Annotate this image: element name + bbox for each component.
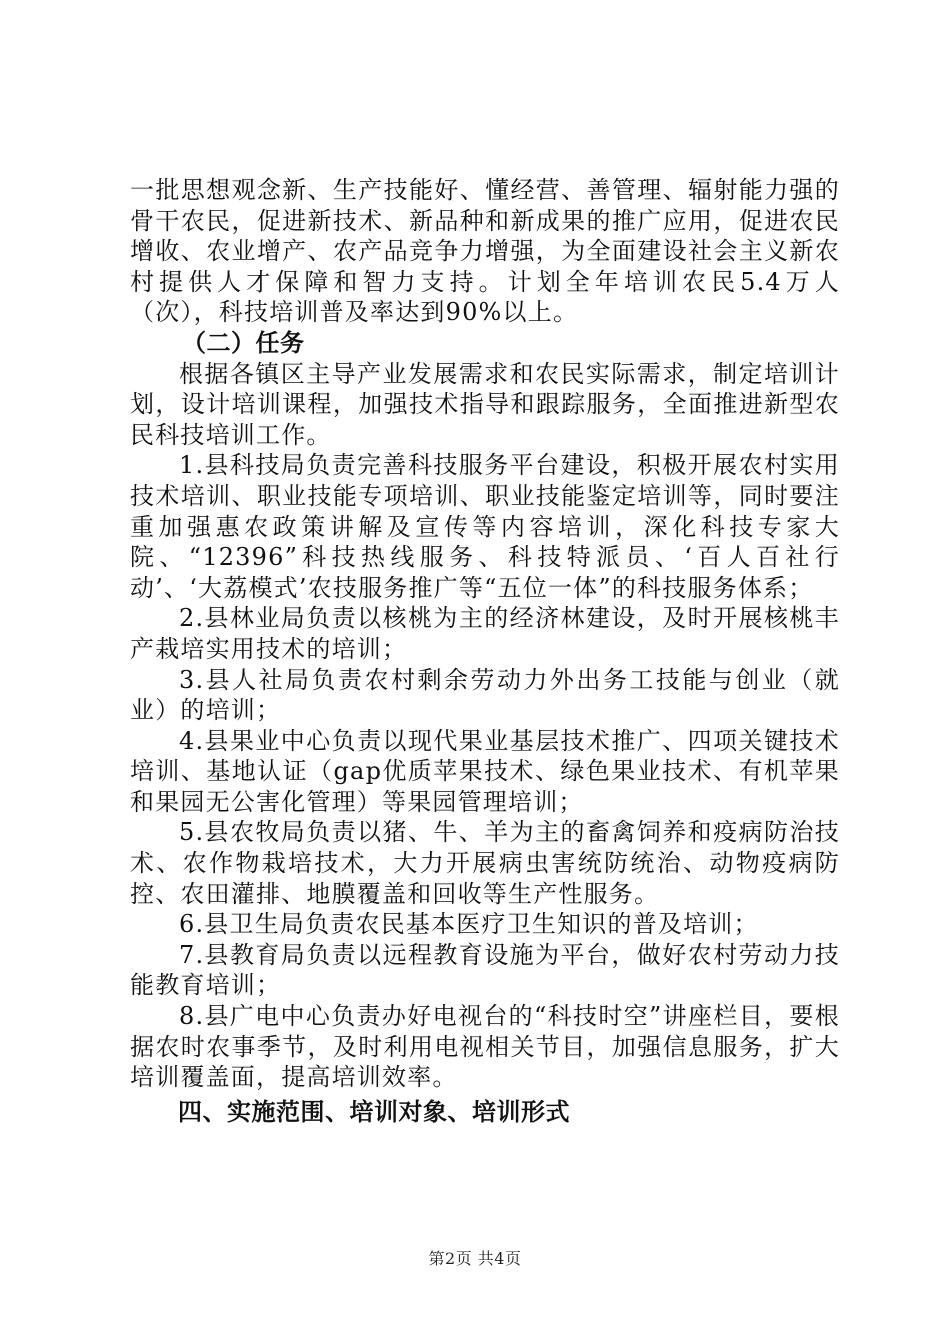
task-item-8: 8.县广电中心负责办好电视台的“科技时空”讲座栏目，要根据农时农事季节，及时利用电视相关节目，加强信息服务，扩大培训覆盖面，提高培训效率。	[130, 1002, 840, 1092]
task-item-2: 2.县林业局负责以核桃为主的经济林建设，及时开展核桃丰产栽培实用技术的培训；	[130, 604, 840, 663]
section-heading-task: （二）任务	[182, 328, 305, 357]
section-heading-four: 四、实施范围、培训对象、培训形式	[178, 1097, 570, 1126]
page-number-label: 第2页 共4页	[428, 1249, 522, 1268]
paragraph-continuation: 一批思想观念新、生产技能好、懂经营、善管理、辐射能力强的骨干农民，促进新技术、新品种和新成果的推广应用，促进农民增收、农业增产、农产品竞争力增强，为全面建设社会主义新农村提供人才保障和智力支持。计划全年培训农民5.4万人（次），科技培训普及率达到90%以上。	[130, 176, 840, 327]
document-body	[130, 175, 840, 1127]
task-item-6: 6.县卫生局负责农民基本医疗卫生知识的普及培训；	[179, 910, 759, 939]
task-item-5: 5.县农牧局负责以猪、牛、羊为主的畜禽饲养和疫病防治技术、农作物栽培技术，大力开展病虫害统防统治、动物疫病防控、农田灌排、地膜覆盖和回收等生产性服务。	[130, 818, 840, 908]
task-item-4: 4.县果业中心负责以现代果业基层技术推广、四项关键技术培训、基地认证（gap优质苹果技术、绿色果业技术、有机苹果和果园无公害化管理）等果园管理培训；	[130, 726, 840, 816]
page-footer	[0, 1246, 950, 1269]
task-item-7: 7.县教育局负责以远程教育设施为平台，做好农村劳动力技能教育培训；	[130, 940, 840, 1000]
task-item-3: 3.县人社局负责农村剩余劳动力外出务工技能与创业（就业）的培训；	[130, 665, 840, 725]
task-item-1: 1.县科技局负责完善科技服务平台建设，积极开展农村实用技术培训、职业技能专项培训、职业技能鉴定培训等，同时要注重加强惠农政策讲解及宣传等内容培训，深化科技专家大院、“12396”科技热线服务、科技特派员、‘百人百社行动’、‘大荔模式’农技服务推广等“五位一体”的科技服务体系；	[130, 451, 840, 602]
task-intro-paragraph: 根据各镇区主导产业发展需求和农民实际需求，制定培训计划，设计培训课程，加强技术指导和跟踪服务，全面推进新型农民科技培训工作。	[130, 359, 840, 449]
